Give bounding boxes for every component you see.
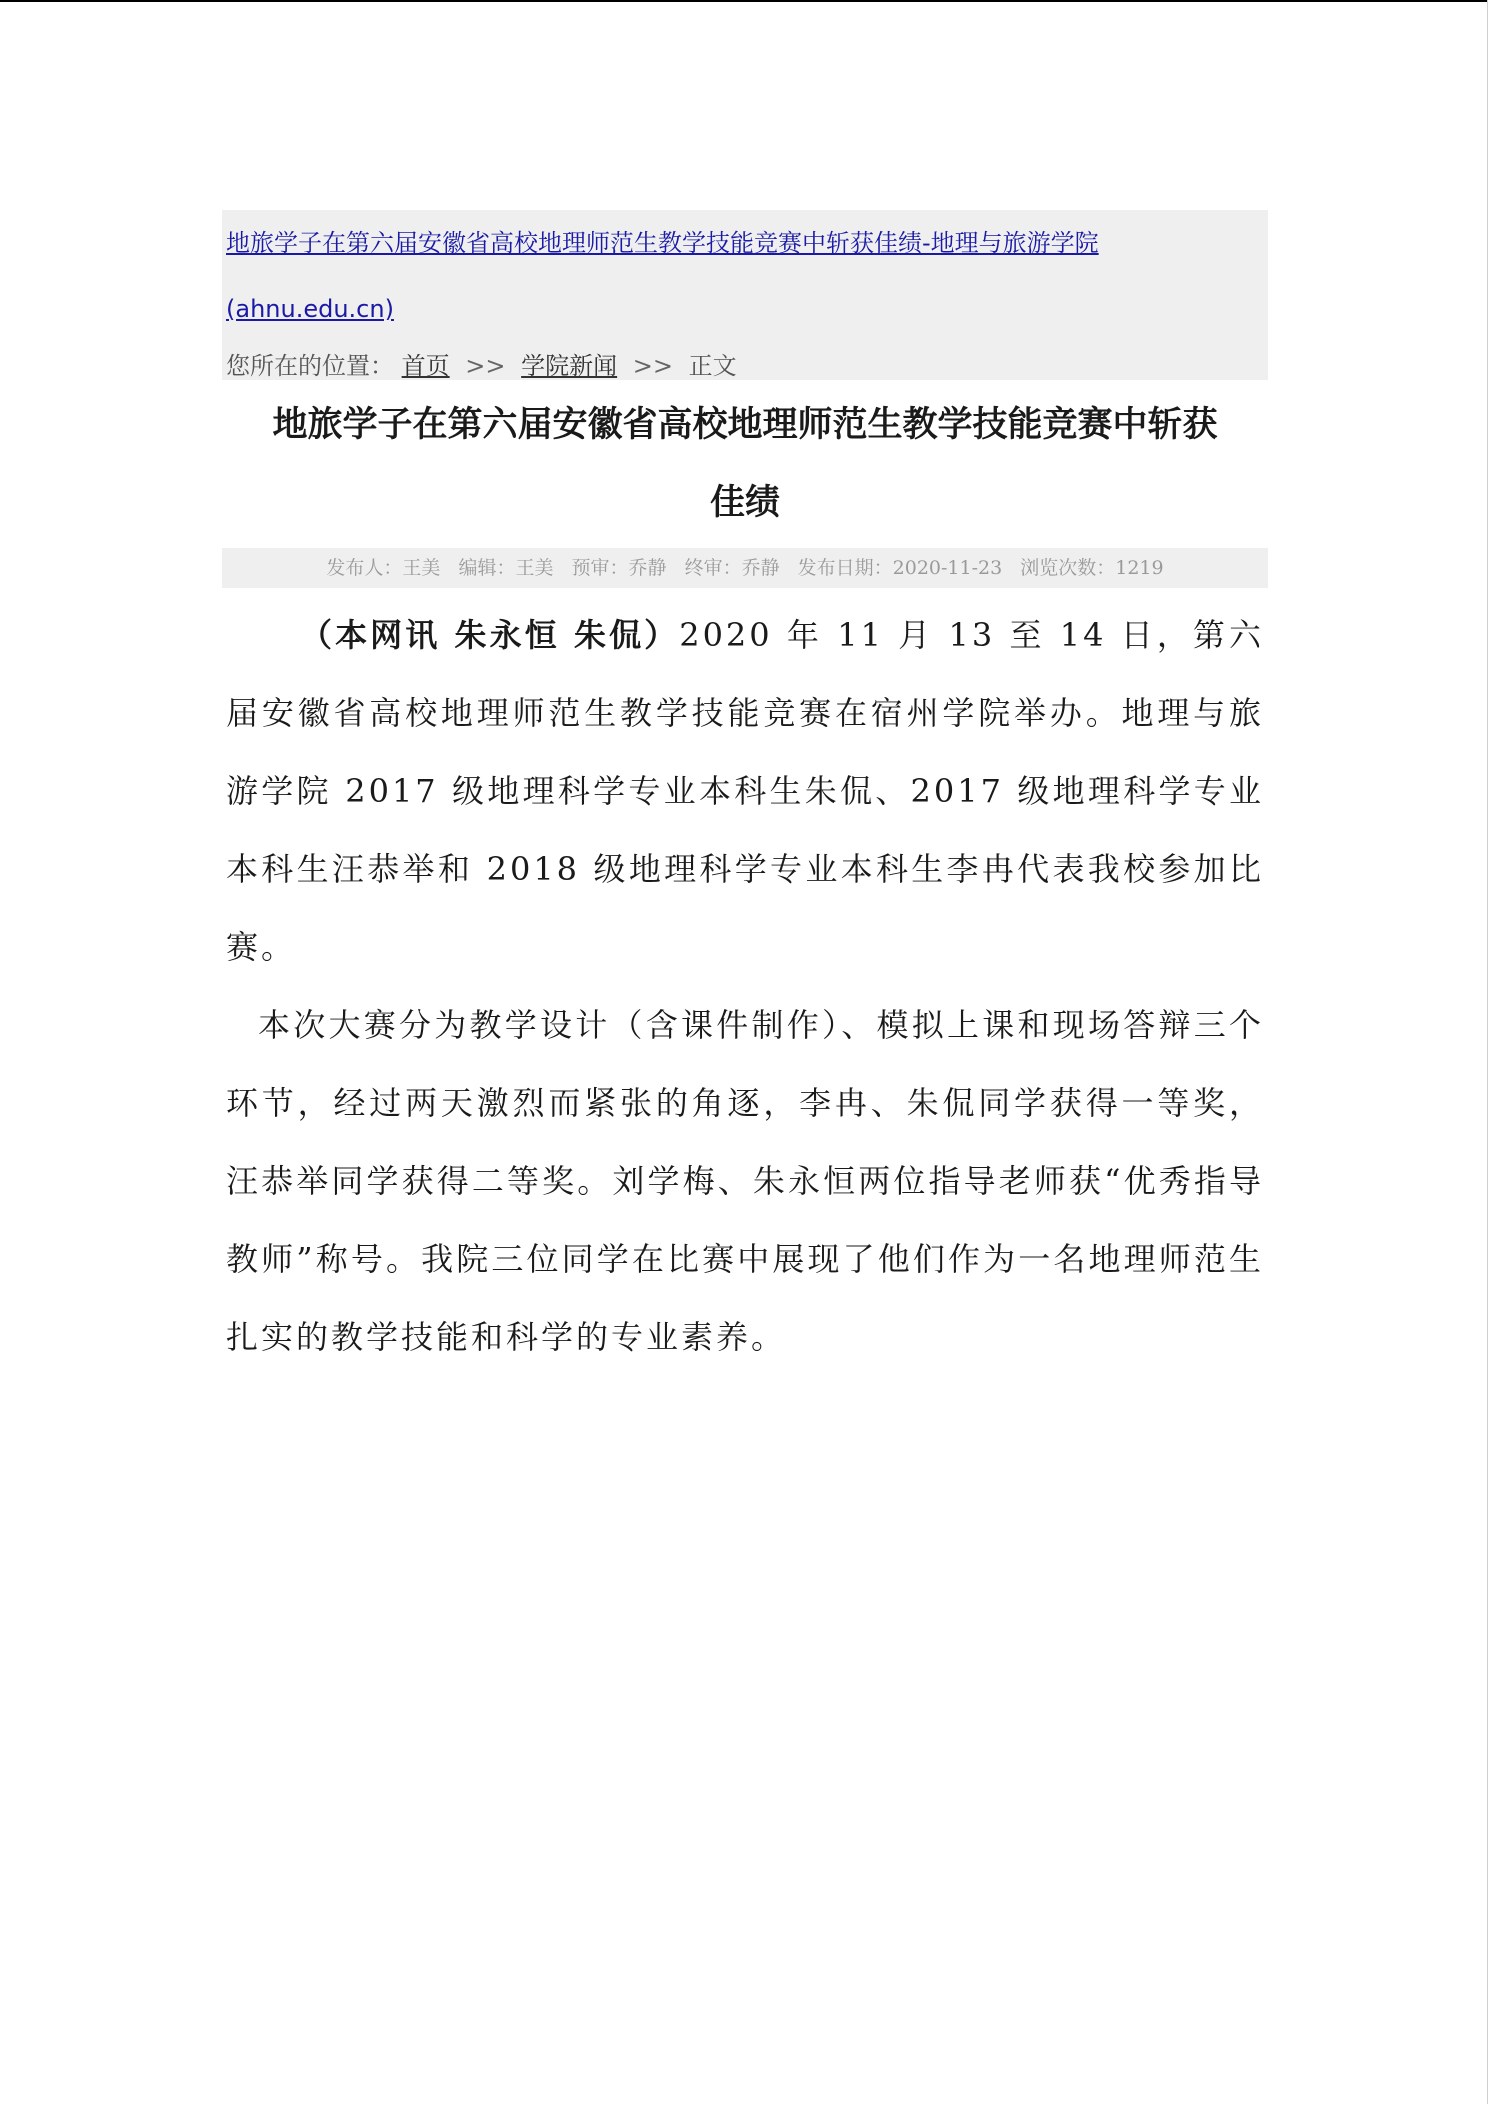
breadcrumb-current: 正文 [688,352,737,380]
source-domain-link[interactable]: (ahnu.edu.cn) [226,295,394,323]
page-header [222,210,1268,380]
source-title-link[interactable]: 地旅学子在第六届安徽省高校地理师范生教学技能竞赛中斩获佳绩-地理与旅游学院 [226,229,1099,257]
breadcrumb-home-link[interactable]: 首页 [401,352,450,380]
article-paragraph-1 [222,596,1268,986]
meta-views: 浏览次数：1219 [1020,557,1164,579]
meta-final-review: 终审：乔静 [684,557,780,579]
meta-prereview: 预审：乔静 [571,557,667,579]
article-lead: （本网讯 朱永恒 朱侃） [300,616,680,654]
article-paragraph-1-text: 2020 年 11 月 13 至 14 日，第六届安徽省高校地理师范生教学技能竞赛在宿州学院举办。地理与旅游学院 2017 级地理科学专业本科生朱侃、2017 级地理科学专业本科生汪恭举和 2018 级地理科学专业本科生李冉代表我校参加比赛。 [226,616,1264,966]
breadcrumb-separator: >> [632,352,673,380]
article-meta-bar [222,548,1268,588]
page-top-border [0,0,1488,2]
document-content [222,210,1268,1376]
article-paragraph-2: 本次大赛分为教学设计（含课件制作）、模拟上课和现场答辩三个环节，经过两天激烈而紧张的角逐，李冉、朱侃同学获得一等奖，汪恭举同学获得二等奖。刘学梅、朱永恒两位指导老师获“优秀指导教师”称号。我院三位同学在比赛中展现了他们作为一名地理师范生扎实的教学技能和科学的专业素养。 [226,1006,1264,1356]
breadcrumb-prefix: 您所在的位置： [226,352,394,380]
meta-publisher: 发布人：王美 [326,557,441,579]
breadcrumb [226,346,737,381]
meta-editor: 编辑：王美 [458,557,554,579]
breadcrumb-separator: >> [465,352,506,380]
article-title: 地旅学子在第六届安徽省高校地理师范生教学技能竞赛中斩获 佳绩 [272,404,1218,523]
breadcrumb-section-link[interactable]: 学院新闻 [521,352,618,380]
meta-date: 发布日期：2020-11-23 [797,557,1003,579]
